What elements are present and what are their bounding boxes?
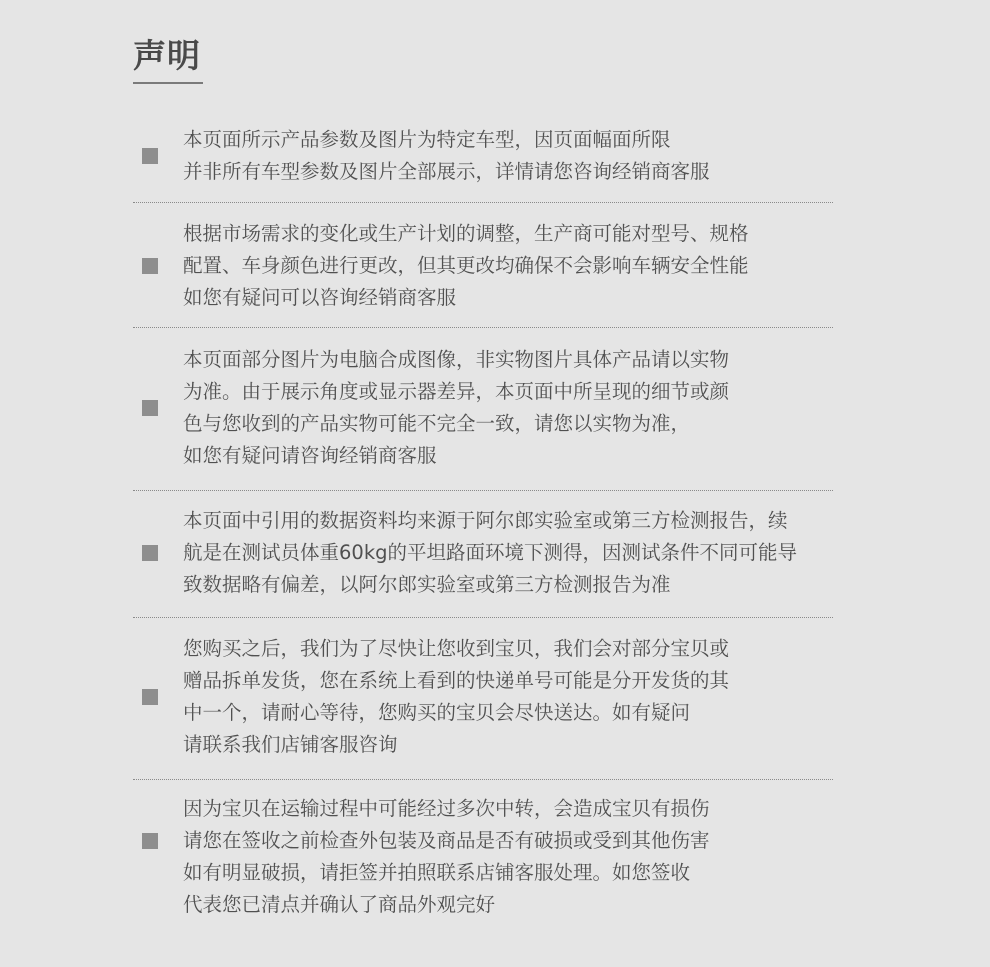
dotted-divider <box>133 617 833 618</box>
notice-line: 如有明显破损，请拒签并拍照联系店铺客服处理。如您签收 <box>183 861 691 884</box>
notice-text <box>183 344 863 472</box>
notice-line: 代表您已清点并确认了商品外观完好 <box>183 893 496 916</box>
notice-text <box>183 124 863 188</box>
notice-line: 并非所有车型参数及图片全部展示，详情请您咨询经销商客服 <box>183 160 710 183</box>
square-bullet-icon <box>142 833 158 849</box>
notice-line: 赠品拆单发货，您在系统上看到的快递单号可能是分开发货的其 <box>183 669 730 692</box>
notice-line: 根据市场需求的变化或生产计划的调整，生产商可能对型号、规格 <box>183 222 749 245</box>
square-bullet-icon <box>142 400 158 416</box>
notice-line: 航是在测试员体重60kg的平坦路面环境下测得，因测试条件不同可能导 <box>183 541 797 564</box>
square-bullet-icon <box>142 258 158 274</box>
notice-text <box>183 793 863 921</box>
notice-line: 请联系我们店铺客服咨询 <box>183 733 398 756</box>
page-title: 声明 <box>133 36 201 75</box>
dotted-divider <box>133 202 833 203</box>
notice-text <box>183 633 863 761</box>
notice-text <box>183 505 863 601</box>
notice-item <box>133 793 833 921</box>
notice-line: 因为宝贝在运输过程中可能经过多次中转，会造成宝贝有损伤 <box>183 797 710 820</box>
notice-text <box>183 218 863 314</box>
square-bullet-icon <box>142 148 158 164</box>
notice-item <box>133 124 833 188</box>
notice-line: 如您有疑问可以咨询经销商客服 <box>183 286 457 309</box>
dotted-divider <box>133 779 833 780</box>
notice-item <box>133 505 833 601</box>
dotted-divider <box>133 327 833 328</box>
notice-line: 您购买之后，我们为了尽快让您收到宝贝，我们会对部分宝贝或 <box>183 637 730 660</box>
notice-line: 本页面中引用的数据资料均来源于阿尔郎实验室或第三方检测报告，续 <box>183 509 788 532</box>
dotted-divider <box>133 490 833 491</box>
notice-item <box>133 633 833 761</box>
title-underline <box>133 82 203 84</box>
notice-line: 本页面部分图片为电脑合成图像，非实物图片具体产品请以实物 <box>183 348 730 371</box>
notice-line: 色与您收到的产品实物可能不完全一致，请您以实物为准， <box>183 412 691 435</box>
notice-line: 配置、车身颜色进行更改，但其更改均确保不会影响车辆安全性能 <box>183 254 749 277</box>
notice-item <box>133 344 833 472</box>
notice-line: 中一个，请耐心等待，您购买的宝贝会尽快送达。如有疑问 <box>183 701 691 724</box>
notice-item <box>133 218 833 314</box>
notice-line: 如您有疑问请咨询经销商客服 <box>183 444 437 467</box>
notice-line: 请您在签收之前检查外包装及商品是否有破损或受到其他伤害 <box>183 829 710 852</box>
notice-line: 本页面所示产品参数及图片为特定车型，因页面幅面所限 <box>183 128 671 151</box>
notice-line: 致数据略有偏差，以阿尔郎实验室或第三方检测报告为准 <box>183 573 671 596</box>
square-bullet-icon <box>142 689 158 705</box>
notice-line: 为准。由于展示角度或显示器差异，本页面中所呈现的细节或颜 <box>183 380 730 403</box>
square-bullet-icon <box>142 545 158 561</box>
